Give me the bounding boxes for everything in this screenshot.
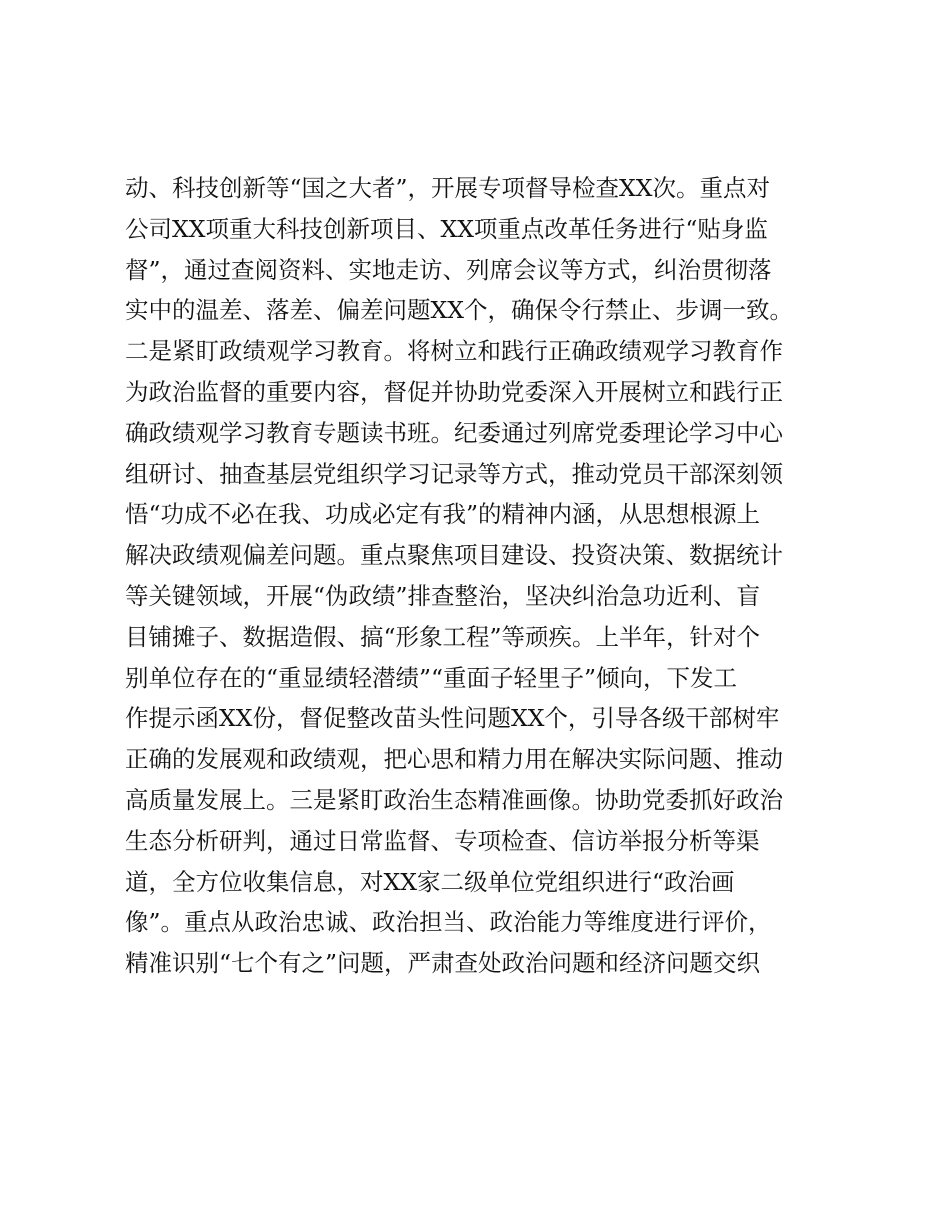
text-line: 目铺摊子、数据造假、搞“形象工程”等顽疾。上半年，针对个 (125, 622, 761, 651)
text-line: 为政治监督的重要内容，督促并协助党委深入开展树立和践行正 (125, 377, 783, 406)
text-line: 悟“功成不必在我、功成必定有我”的精神内涵，从思想根源上 (125, 500, 761, 529)
text-line: 公司XX项重大科技创新项目、XX项重点改革任务进行“贴身监 (125, 214, 768, 243)
text-line: 像”。重点从政治忠诚、政治担当、政治能力等维度进行评价， (125, 908, 772, 937)
text-line: 解决政绩观偏差问题。重点聚焦项目建设、投资决策、数据统计 (125, 541, 783, 570)
text-line: 确政绩观学习教育专题读书班。纪委通过列席党委理论学习中心 (125, 418, 783, 447)
text-line: 等关键领域，开展“伪政绩”排查整治，坚决纠治急功近利、盲 (125, 581, 761, 610)
text-line: 精准识别“七个有之”问题，严肃查处政治问题和经济问题交织 (125, 949, 761, 978)
text-line: 二是紧盯政绩观学习教育。将树立和践行正确政绩观学习教育作 (125, 337, 783, 366)
body-text (125, 168, 835, 984)
text-line: 正确的发展观和政绩观，把心思和精力用在解决实际问题、推动 (125, 745, 783, 774)
text-line: 高质量发展上。三是紧盯政治生态精准画像。协助党委抓好政治 (125, 785, 783, 814)
text-line: 督”，通过查阅资料、实地走访、列席会议等方式，纠治贯彻落 (125, 255, 772, 284)
text-line: 生态分析研判，通过日常监督、专项检查、信访举报分析等渠 (125, 826, 760, 855)
text-line: 组研讨、抽查基层党组织学习记录等方式，推动党员干部深刻领 (125, 459, 783, 488)
text-line: 实中的温差、落差、偏差问题XX个，确保令行禁止、步调一致。 (125, 296, 793, 325)
text-line: 动、科技创新等“国之大者”，开展专项督导检查XX次。重点对 (125, 174, 770, 202)
text-line: 作提示函XX份，督促整改苗头性问题XX个，引导各级干部树牢 (125, 704, 780, 733)
text-line: 道，全方位收集信息，对XX家二级单位党组织进行“政治画 (125, 867, 735, 896)
text-line: 别单位存在的“重显绩轻潜绩”“重面子轻里子”倾向，下发工 (125, 663, 738, 692)
